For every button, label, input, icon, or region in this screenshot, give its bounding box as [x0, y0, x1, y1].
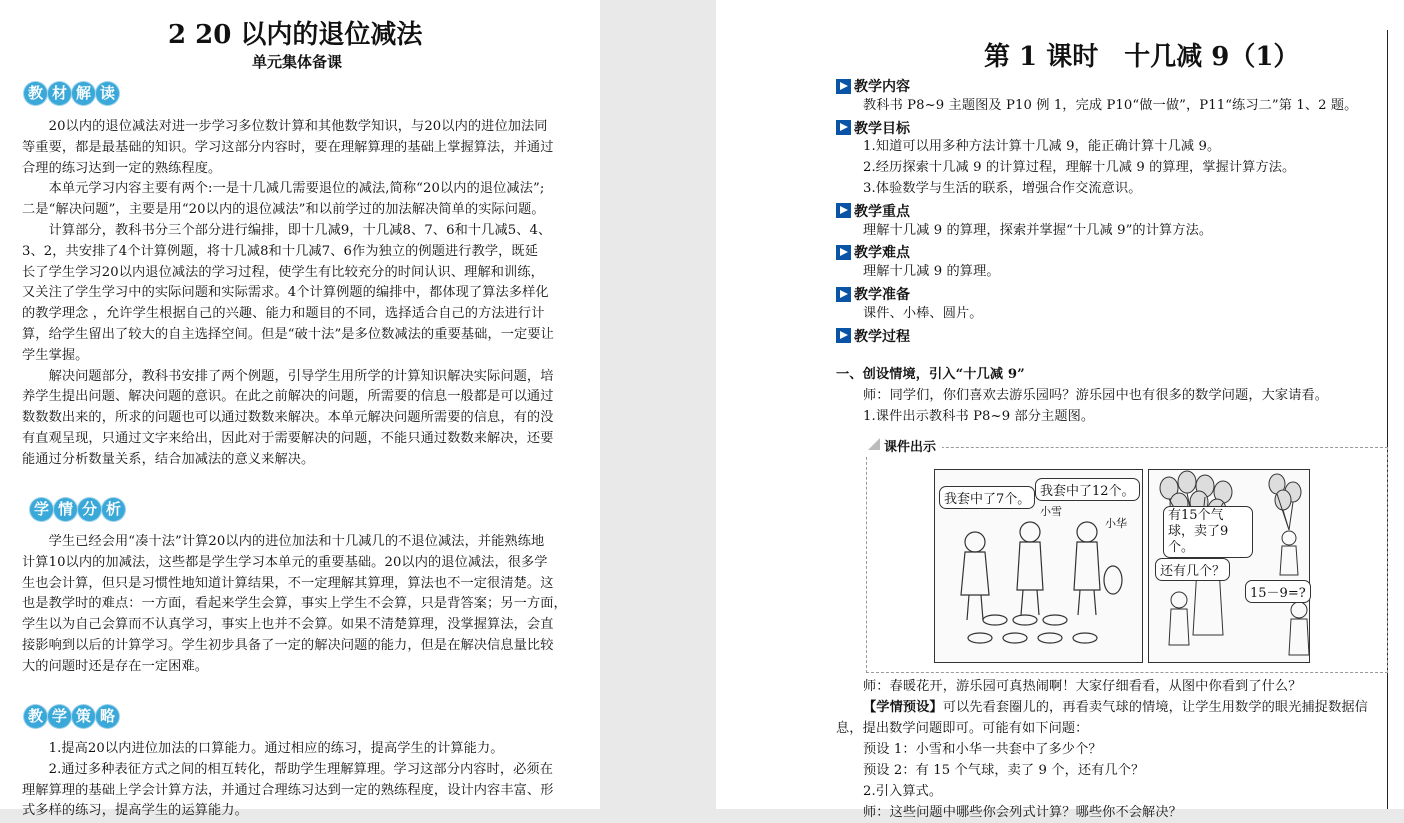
step-line-1: 1.课件出示教科书 P8~9 部分主题图。 — [863, 409, 1095, 424]
paragraph-line: 算，给学生留出了较大的自主选择空间。但是“破十法”是多位数减法的重要基础，一定要让 — [22, 327, 554, 342]
paragraph-line: 学生已经会用“凑十法”计算20以内的进位加法和十几减几的不退位减法，并能熟练地 — [22, 534, 545, 549]
paragraph-line: 合理的练习达到一定的熟练程度。 — [22, 160, 222, 176]
speech-bubble-12: 我套中了12个。 — [1035, 478, 1140, 501]
block-heading-label: 教学准备 — [854, 287, 910, 303]
paragraph-line: 3、2，共安排了4个计算例题，将十几减8和十几减7、6作为独立的例题进行教学，既延 — [22, 243, 539, 259]
block-line: 课件、小棒、圆片。 — [863, 305, 983, 321]
play-marker-icon — [836, 328, 851, 343]
block-line: 教科书 P8~9 主题图及 P10 例 1，完成 P10“做一做”，P11“练习二”第 1、2 题。 — [863, 97, 1358, 113]
paragraph-line: 生也会计算，但只是习惯性地知道计算结果，不一定理解其算理，算法也不一定很清楚。这 — [22, 575, 554, 591]
block-heading-label: 教学内容 — [854, 79, 910, 95]
paragraph-line: 本单元学习内容主要有两个:一是十几减几需要退位的减法,简称“20以内的退位减法”; — [22, 181, 545, 197]
step-line-2: 2.引入算式。 — [863, 784, 943, 799]
ring-toss-panel — [934, 469, 1143, 663]
paragraph-line: 数数数出来的，所求的问题也可以通过数数来解决。本单元解决问题所需要的信息，有的没 — [22, 410, 554, 426]
left-page — [0, 0, 600, 819]
page-edge-rule — [1387, 30, 1388, 809]
page-subtitle: 单元集体备课 — [252, 53, 343, 71]
paragraph-line: 计算部分，教科书分三个部分进行编排，即十几减9，十几减8、7、6和十几减5、4、 — [22, 223, 552, 238]
illustration-tag: 课件出示 — [866, 436, 942, 455]
preset-1: 预设 1：小雪和小华一共套中了多少个？ — [863, 742, 1102, 757]
block-line: 2.经历探索十几减 9 的计算过程，理解十几减 9 的算理，掌握计算方法。 — [863, 160, 1296, 176]
block-line: 理解十几减 9 的算理，探索并掌握“十几减 9”的计算方法。 — [863, 222, 1213, 238]
paragraph-line: 接影响到以后的计算学习。学生初步具备了一定的解决问题的能力，但是在解决信息量比较 — [22, 638, 554, 653]
block-heading — [836, 284, 910, 304]
play-marker-icon — [836, 245, 851, 260]
section-label-jiaocai: 教 材 解 读 — [24, 82, 119, 108]
paragraph-line: 能通过分析数量关系，结合加减法的意义来解决。 — [22, 451, 315, 467]
paragraph-line: 也是教学时的难点：一方面，看起来学生会算，事实上学生不会算，只是背答案；另一方面， — [22, 596, 567, 612]
section-label-xueqing: 学 情 分 析 — [30, 498, 125, 524]
name-xiaoxue: 小雪 — [1040, 505, 1062, 518]
page-title: 2 20 以内的退位减法 — [168, 20, 423, 50]
paragraph-line: 2.通过多种表征方式之间的相互转化，帮助学生理解算理。学习这部分内容时，必须在 — [22, 761, 553, 777]
paragraph-line: 解决问题部分，教科书安排了两个例题，引导学生用所学的计算知识解决实际问题，培 — [22, 368, 554, 384]
paragraph-line: 计算10以内的加减法，这些都是学生学习本单元的重要基础。20以内的退位减法，很多学 — [22, 554, 548, 570]
paragraph-line: 又关注了学生学习中的实际问题和实际需求。4个计算例题的编排中，都体现了算法多样化 — [22, 285, 549, 301]
speech-bubble-equation: 15－9=? — [1245, 580, 1311, 603]
section-label-celue: 教 学 策 略 — [24, 705, 119, 731]
block-heading — [836, 76, 910, 96]
block-heading-label: 教学目标 — [854, 120, 910, 137]
paragraph-line: 有直观呈现，只通过文字来给出，因此对于需要解决的问题，不能只通过数数来解决，还要 — [22, 431, 554, 446]
speech-bubble-7: 我套中了7个。 — [939, 486, 1035, 509]
speech-bubble-balloons: 有15个气球，卖了9个。 — [1163, 506, 1253, 558]
block-line: 理解十几减 9 的算理。 — [863, 264, 1000, 280]
block-line: 3.体验数学与生活的联系，增强合作交流意识。 — [863, 181, 1142, 196]
paragraph-line: 理解算理的基础上学会计算方法，并通过合理练习达到一定的熟练程度，设计内容丰富、形 — [22, 782, 554, 798]
play-marker-icon — [836, 120, 851, 135]
name-xiaohua: 小华 — [1105, 517, 1127, 530]
block-heading — [836, 201, 910, 221]
paragraph-line: 的教学理念 ，允许学生根据自己的兴趣、能力和题目的不同，选择适合自己的方法进行计 — [22, 306, 545, 322]
paragraph-line: 学生掌握。 — [22, 347, 89, 363]
speech-bubble-how-many: 还有几个？ — [1155, 558, 1230, 581]
play-marker-icon — [836, 203, 851, 218]
step1-title: 一、创设情境，引入“十几减 9” — [836, 367, 1025, 382]
paragraph-line: 式多样的练习，提高学生的运算能力。 — [22, 803, 248, 819]
block-heading — [836, 118, 910, 138]
block-line: 1.知道可以用多种方法计算十几减 9，能正确计算十几减 9。 — [863, 139, 1221, 155]
preset-line-cont: 息，提出数学问题即可。可能有如下问题： — [836, 721, 1089, 736]
paragraph-line: 1.提高20以内进位加法的口算能力。通过相应的练习，提高学生的计算能力。 — [22, 741, 504, 756]
paragraph-line: 养学生提出问题、解决问题的意识。在此之前解决的问题，所需要的信息一般都是可以通过 — [22, 389, 554, 405]
paragraph-line: 等重要，都是最基础的知识。学习这部分内容时，要在理解算理的基础上掌握算法，并通过 — [22, 139, 554, 155]
teacher-line-3: 师：这些问题中哪些你会列式计算？哪些你不会解决？ — [863, 805, 1182, 820]
teacher-line-2: 师：春暖花开，游乐园可真热闹啊！大家仔细看看，从图中你看到了什么？ — [863, 679, 1302, 694]
paragraph-line: 大的问题时还是存在一定困难。 — [22, 658, 209, 674]
play-marker-icon — [836, 287, 851, 302]
preset-2: 预设 2：有 15 个气球，卖了 9 个，还有几个？ — [863, 763, 1145, 778]
paragraph-line: 长了学生学习20以内退位减法的学习过程，使学生有比较充分的时间认识、理解和训练， — [22, 264, 544, 280]
paragraph-line: 学生以为自己会算而不认真学习，事实上也并不会算。如果不清楚算理，没掌握算法，会直 — [22, 617, 554, 633]
preset-line: 【学情预设】可以先看套圈儿的，再看卖气球的情境，让学生用数学的眼光捕捉数据信 — [863, 700, 1368, 715]
lesson-title: 第 1 课时 十几减 9（1） — [984, 42, 1300, 72]
paragraph-line: 20以内的退位减法对进一步学习多位数计算和其他数学知识，与20以内的进位加法同 — [22, 119, 548, 134]
paragraph-line: 二是“解决问题”，主要是用“20以内的退位减法”和以前学过的加法解决简单的实际问题。 — [22, 202, 545, 218]
teacher-line-1: 师：同学们，你们喜欢去游乐园吗？游乐园中也有很多的数学问题，大家请看。 — [863, 388, 1329, 403]
block-heading — [836, 326, 910, 346]
block-heading-label: 教学难点 — [854, 245, 910, 262]
block-heading-label: 教学过程 — [854, 328, 910, 345]
balloon-panel — [1148, 469, 1310, 663]
block-heading — [836, 242, 910, 262]
block-heading-label: 教学重点 — [854, 203, 910, 220]
right-page — [716, 0, 1404, 820]
play-marker-icon — [836, 79, 851, 94]
